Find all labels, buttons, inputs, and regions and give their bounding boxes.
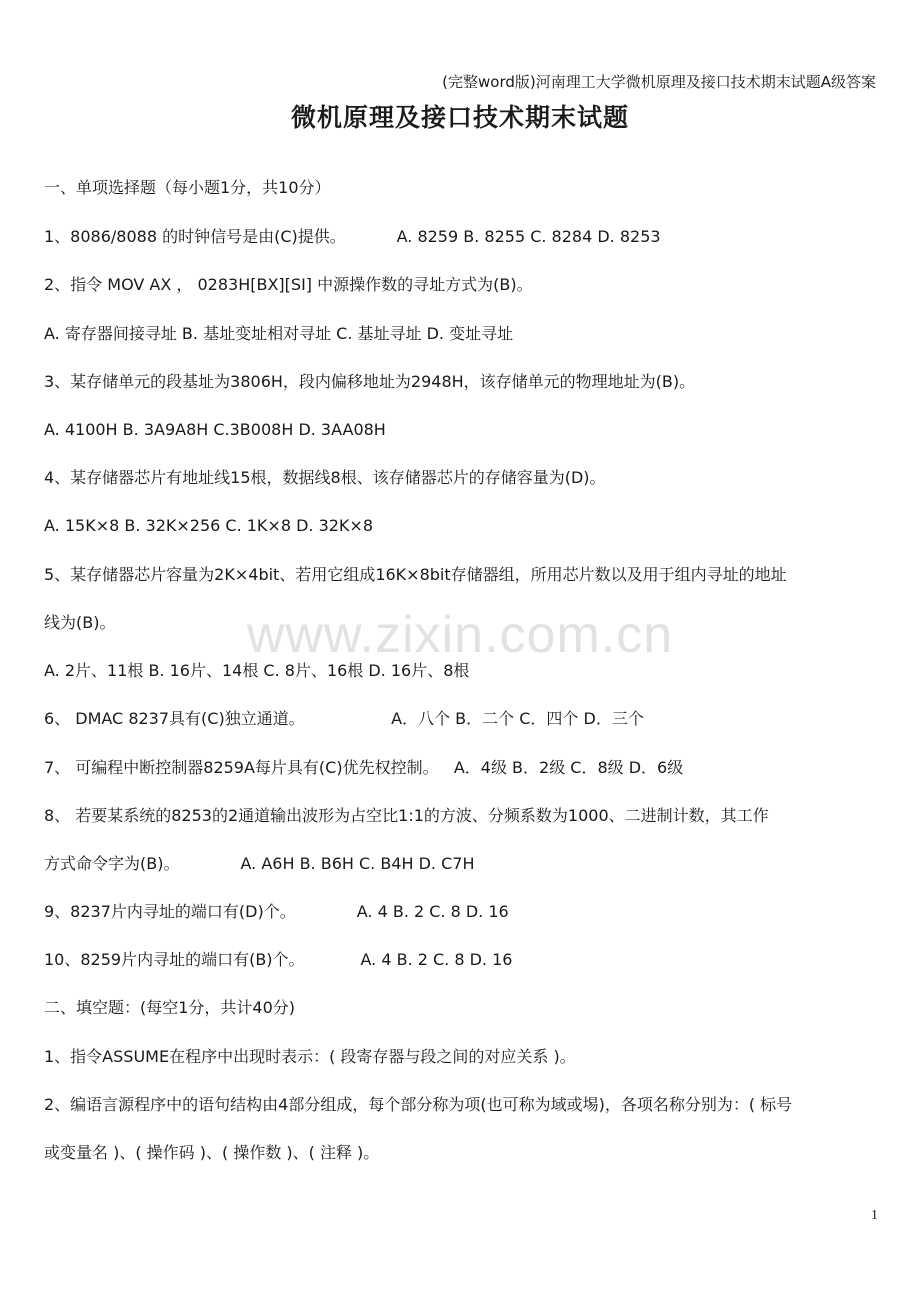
question-line: 5、某存储器芯片容量为2K×4bit、若用它组成16K×8bit存储器组，所用芯片数以及用于组内寻址的地址 — [44, 565, 787, 584]
document-header: (完整word版)河南理工大学微机原理及接口技术期末试题A级答案 — [442, 73, 876, 91]
question-line: 1、指令ASSUME在程序中出现时表示：( 段寄存器与段之间的对应关系 )。 — [44, 1047, 576, 1066]
section-heading-choice: 一、单项选择题（每小题1分，共10分） — [44, 178, 331, 197]
question-line: 2、指令 MOV AX ， 0283H[BX][SI] 中源操作数的寻址方式为(B)。 — [44, 275, 533, 294]
question-line: 7、 可编程中断控制器8259A每片具有(C)优先权控制。 A．4级 B．2级 C．8级 D．6级 — [44, 758, 684, 777]
answer-options-line: A. 4100H B. 3A9A8H C.3B008H D. 3AA08H — [44, 420, 386, 439]
answer-options-line: A. 2片、11根 B. 16片、14根 C. 8片、16根 D. 16片、8根 — [44, 661, 470, 680]
question-line: 9、8237片内寻址的端口有(D)个。 A. 4 B. 2 C. 8 D. 16 — [44, 902, 509, 921]
question-line: 1、8086/8088 的时钟信号是由(C)提供。 A. 8259 B. 8255 C. 8284 D. 8253 — [44, 227, 661, 246]
question-line: 10、8259片内寻址的端口有(B)个。 A. 4 B. 2 C. 8 D. 16 — [44, 950, 513, 969]
answer-options-line: A. 寄存器间接寻址 B. 基址变址相对寻址 C. 基址寻址 D. 变址寻址 — [44, 324, 514, 343]
question-line: 4、某存储器芯片有地址线15根，数据线8根、该存储器芯片的存储容量为(D)。 — [44, 468, 606, 487]
question-line-continued: 方式命令字为(B)。 A. A6H B. B6H C. B4H D. C7H — [44, 854, 475, 873]
section-heading-fill: 二、填空题：(每空1分，共计40分) — [44, 998, 296, 1017]
question-line: 6、 DMAC 8237具有(C)独立通道。 A．八个 B．二个 C．四个 D．三个 — [44, 709, 644, 728]
watermark: www.zixin.com.cn — [246, 606, 674, 664]
page-title: 微机原理及接口技术期末试题 — [290, 103, 629, 132]
question-line: 8、 若要某系统的8253的2通道输出波形为占空比1:1的方波、分频系数为1000、二进制计数，其工作 — [44, 806, 769, 825]
question-line-continued: 线为(B)。 — [44, 613, 116, 632]
question-line-continued: 或变量名 )、( 操作码 )、( 操作数 )、( 注释 )。 — [44, 1143, 380, 1162]
question-line: 3、某存储单元的段基址为3806H，段内偏移地址为2948H，该存储单元的物理地址为(B)。 — [44, 372, 696, 391]
answer-options-line: A. 15K×8 B. 32K×256 C. 1K×8 D. 32K×8 — [44, 516, 374, 535]
page-number: 1 — [871, 1208, 878, 1223]
question-line: 2、编语言源程序中的语句结构由4部分组成，每个部分称为项(也可称为域或埸)，各项名称分别为：( 标号 — [44, 1095, 793, 1114]
